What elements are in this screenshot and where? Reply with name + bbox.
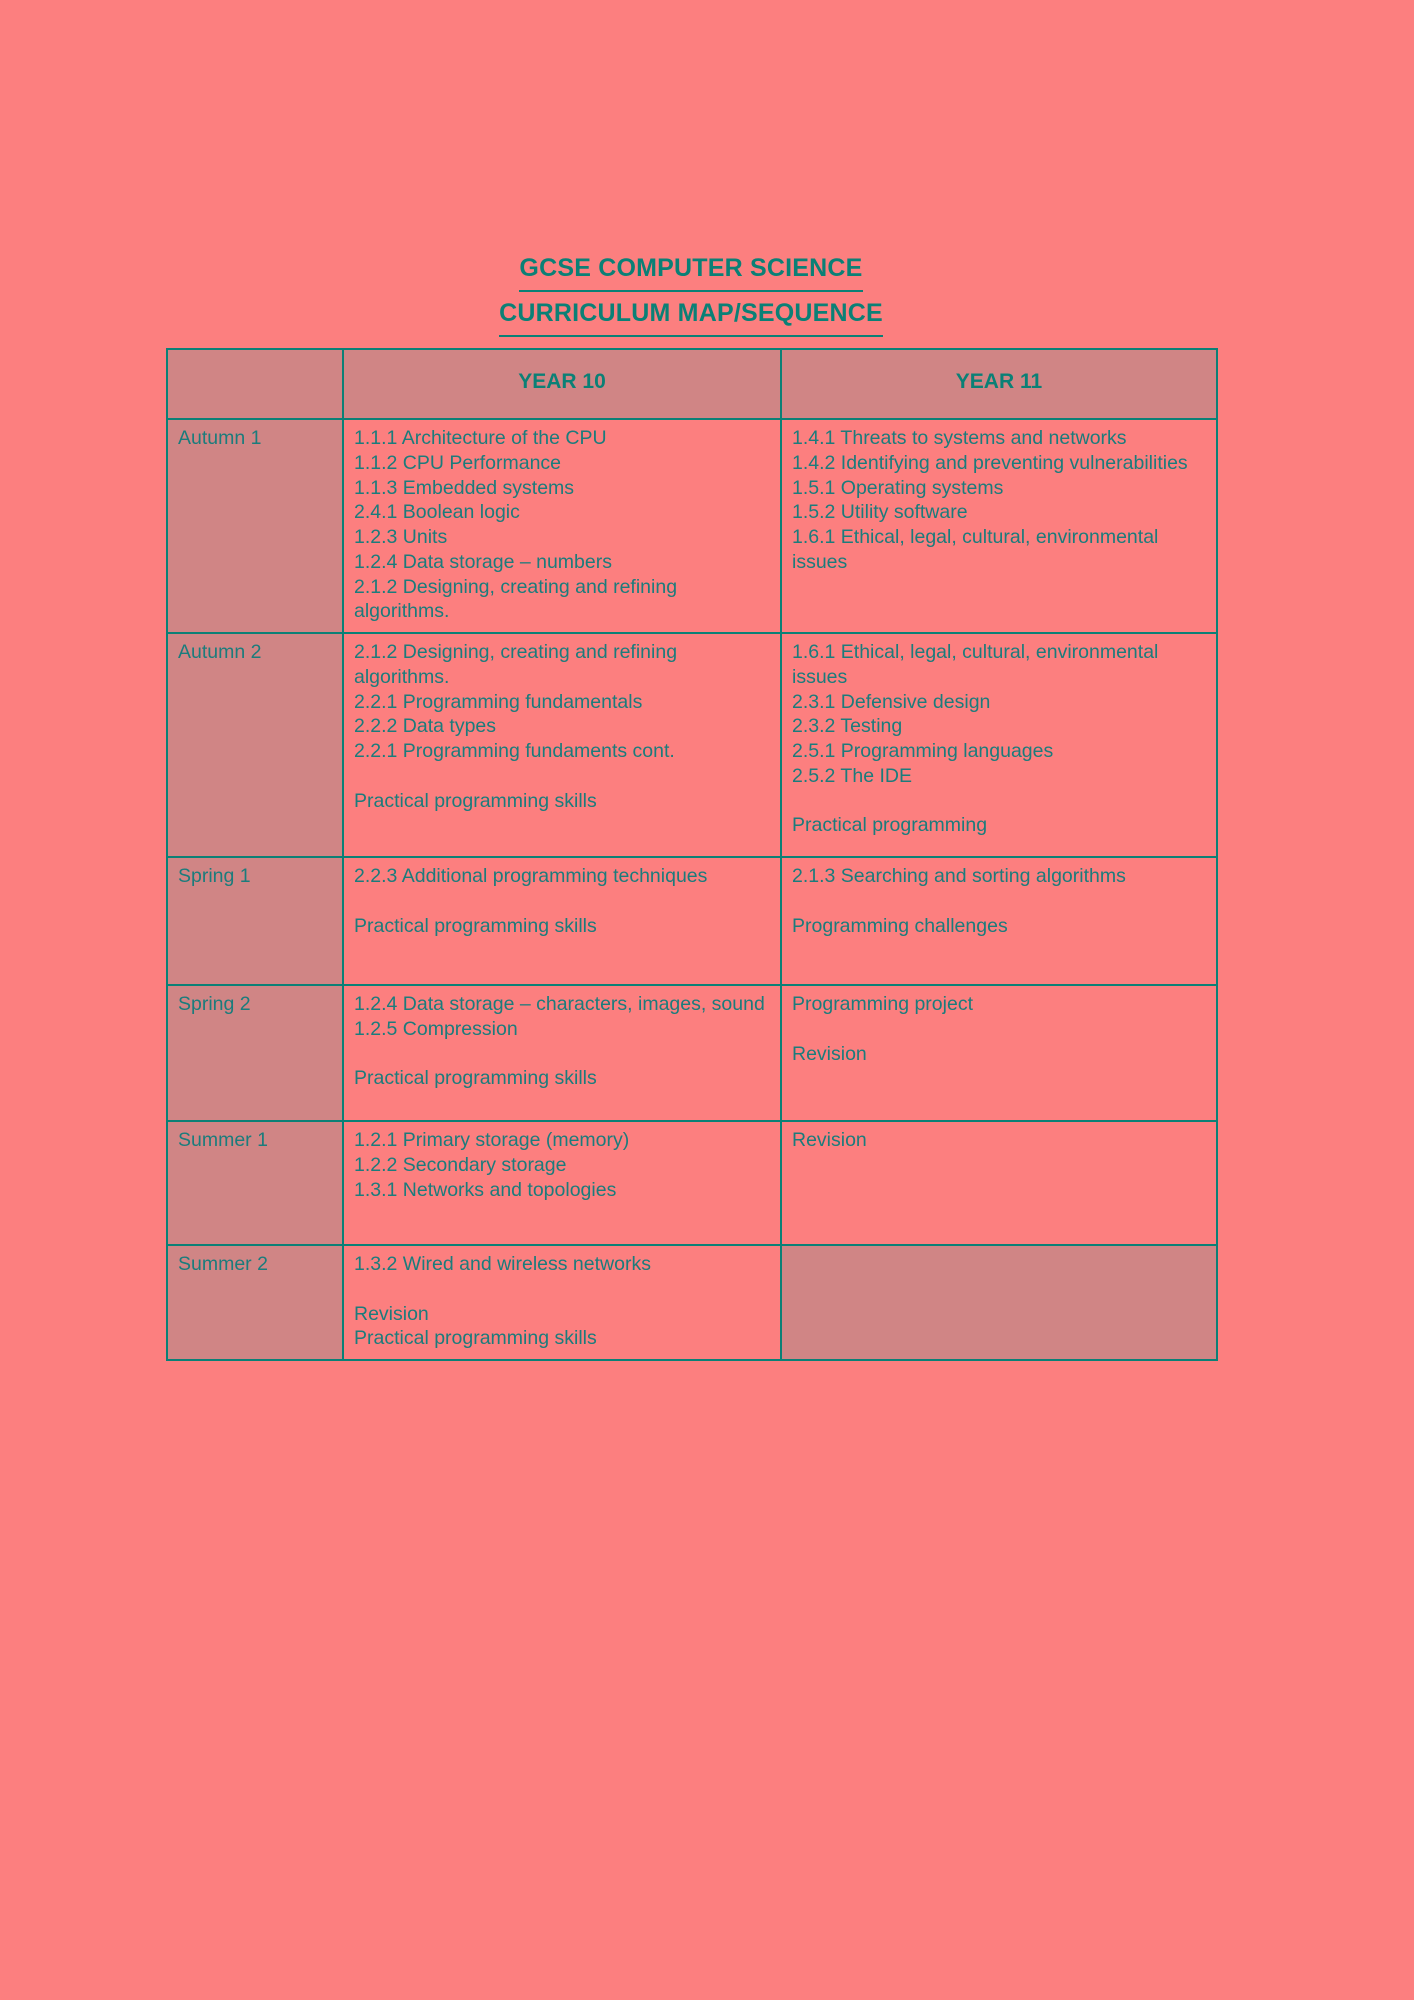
table-row: [167, 1245, 1217, 1360]
header-cell-year-11: YEAR 11: [781, 349, 1217, 419]
spacer-line: [792, 789, 1206, 814]
topic-line: 1.3.1 Networks and topologies: [354, 1178, 617, 1201]
table-row: [167, 985, 1217, 1121]
topic-line: Practical programming: [792, 814, 988, 837]
header-cell-year-10: YEAR 10: [343, 349, 781, 419]
topic-line: Revision: [792, 1042, 867, 1065]
cell-spring-2-year-10: [343, 985, 781, 1121]
topic-line: Programming challenges: [792, 914, 1008, 937]
header-cell-blank: [167, 349, 343, 419]
topic-line: 2.2.1 Programming fundaments cont.: [354, 740, 675, 762]
cell-autumn-2-year-11: [781, 633, 1217, 857]
topic-line: 1.1.1 Architecture of the CPU: [354, 427, 607, 449]
topic-line: 1.6.1 Ethical, legal, cultural, environmental issues: [792, 641, 1164, 688]
curriculum-map-table: [166, 348, 1218, 1361]
cell-spring-1-year-10: [343, 857, 781, 985]
term-label-summer-2: Summer 2: [167, 1245, 343, 1360]
topic-line: 1.2.5 Compression: [354, 1017, 518, 1040]
topic-line: 1.2.4 Data storage – characters, images, sound: [354, 993, 765, 1015]
topic-line: 2.1.2 Designing, creating and refining algorithms.: [354, 641, 683, 688]
topic-line: 2.3.2 Testing: [792, 715, 903, 738]
topic-line: 1.3.2 Wired and wireless networks: [354, 1253, 651, 1275]
topic-line: 1.2.3 Units: [354, 526, 448, 548]
topic-line: 2.4.1 Boolean logic: [354, 501, 520, 524]
title-line-1-row: [166, 248, 1216, 292]
topic-line: 2.2.2 Data types: [354, 715, 497, 738]
term-label-spring-1: Spring 1: [167, 857, 343, 985]
topic-line: 2.1.3 Searching and sorting algorithms: [792, 865, 1126, 887]
cell-spring-2-year-11: [781, 985, 1217, 1121]
spacer-line: [792, 1017, 1206, 1042]
topic-line: 1.4.2 Identifying and preventing vulnerabilities: [792, 451, 1188, 474]
term-label-autumn-2: Autumn 2: [167, 633, 343, 857]
cell-summer-1-year-10: [343, 1121, 781, 1245]
topic-line: Practical programming skills: [354, 1067, 597, 1090]
curriculum-map-document: [166, 248, 1216, 1361]
spacer-line: [354, 1277, 770, 1302]
cell-summer-2-year-11: [781, 1245, 1217, 1360]
table-body: [167, 349, 1217, 1360]
term-label-summer-1: Summer 1: [167, 1121, 343, 1245]
cell-spring-1-year-11: [781, 857, 1217, 985]
table-row: [167, 419, 1217, 633]
table-row: [167, 1121, 1217, 1245]
term-label-autumn-1: Autumn 1: [167, 419, 343, 633]
cell-summer-2-year-10: [343, 1245, 781, 1360]
topic-line: 1.1.2 CPU Performance: [354, 451, 562, 474]
title-line-1: GCSE COMPUTER SCIENCE: [519, 248, 862, 292]
topic-line: 1.1.3 Embedded systems: [354, 476, 575, 499]
title-line-2-row: [166, 293, 1216, 337]
topic-line: Practical programming skills: [354, 1327, 597, 1350]
topic-line: Practical programming skills: [354, 914, 597, 937]
topic-line: 2.5.1 Programming languages: [792, 740, 1054, 762]
topic-line: 1.5.2 Utility software: [792, 501, 968, 524]
table-row: [167, 857, 1217, 985]
topic-line: 2.2.3 Additional programming techniques: [354, 865, 708, 887]
topic-line: 2.3.1 Defensive design: [792, 690, 991, 713]
table-row: [167, 633, 1217, 857]
cell-autumn-2-year-10: [343, 633, 781, 857]
topic-line: 1.6.1 Ethical, legal, cultural, environmental issues: [792, 526, 1164, 573]
title-line-2: CURRICULUM MAP/SEQUENCE: [499, 293, 883, 337]
topic-line: 1.2.1 Primary storage (memory): [354, 1129, 630, 1151]
topic-line: Programming project: [792, 993, 973, 1015]
spacer-line: [792, 889, 1206, 914]
table-header-row: [167, 349, 1217, 419]
topic-line: 2.2.1 Programming fundamentals: [354, 690, 643, 713]
term-label-spring-2: Spring 2: [167, 985, 343, 1121]
topic-line: 2.5.2 The IDE: [792, 764, 912, 787]
cell-autumn-1-year-11: [781, 419, 1217, 633]
topic-line: 1.4.1 Threats to systems and networks: [792, 427, 1127, 449]
document-title: [166, 248, 1216, 337]
topic-line: 1.2.2 Secondary storage: [354, 1153, 567, 1176]
topic-line: 1.2.4 Data storage – numbers: [354, 550, 612, 573]
cell-summer-1-year-11: [781, 1121, 1217, 1245]
cell-autumn-1-year-10: [343, 419, 781, 633]
topic-line: Revision: [354, 1302, 429, 1325]
topic-line: 1.5.1 Operating systems: [792, 476, 1004, 499]
spacer-line: [354, 1042, 770, 1067]
topic-line: 2.1.2 Designing, creating and refining algorithms.: [354, 575, 683, 623]
topic-line: Revision: [792, 1129, 867, 1151]
topic-line: Practical programming skills: [354, 789, 597, 812]
spacer-line: [354, 764, 770, 789]
spacer-line: [354, 889, 770, 914]
